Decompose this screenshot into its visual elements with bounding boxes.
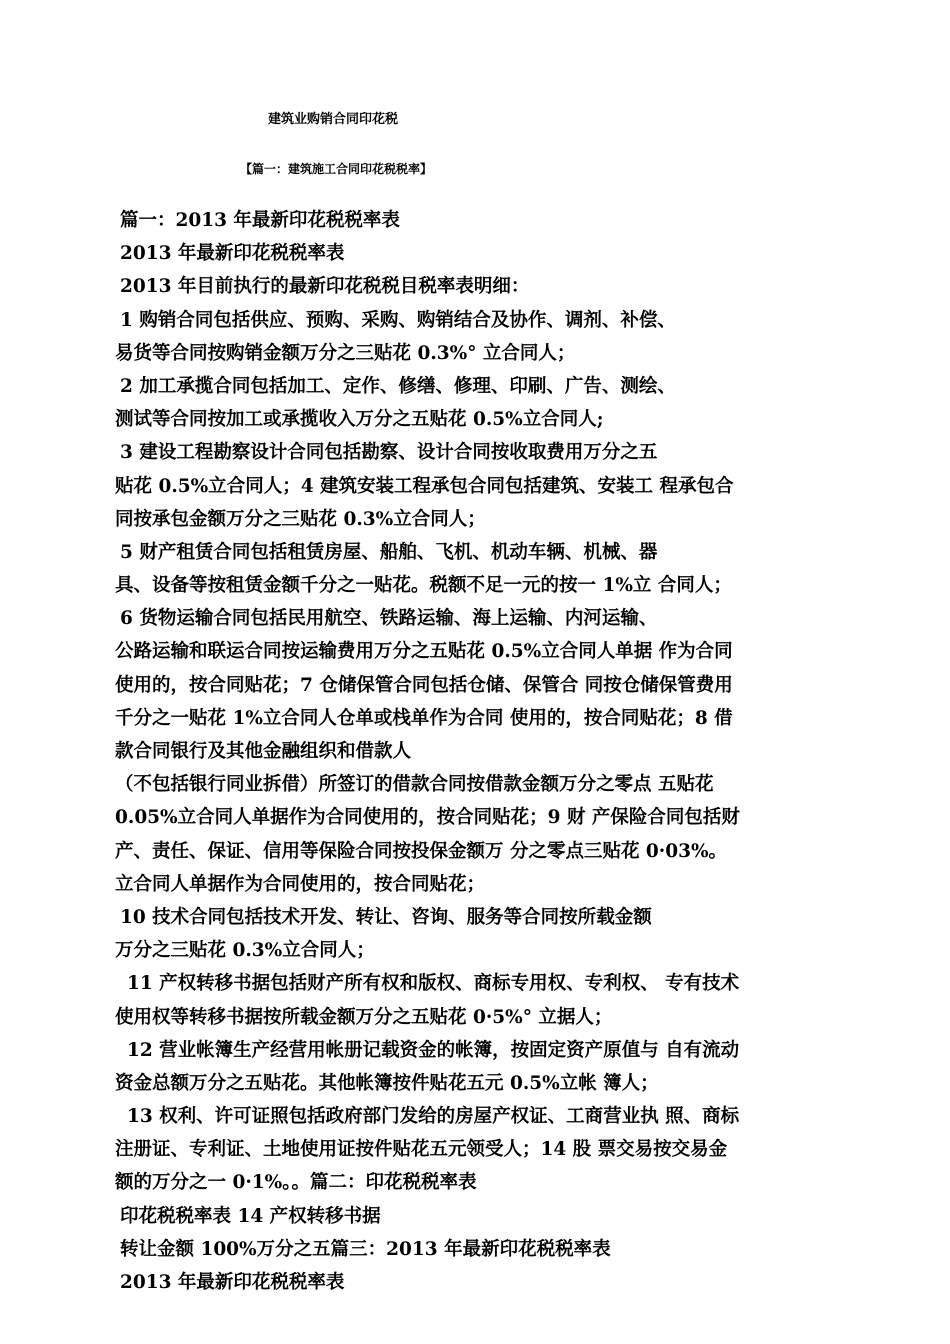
text-line: 3 建设工程勘察设计合同包括勘察、设计合同按收取费用万分之五 bbox=[120, 442, 658, 464]
text-line: 2 加工承揽合同包括加工、定作、修缮、修理、印刷、广告、测绘、 bbox=[120, 375, 676, 397]
text-line: 转让金额 100%万分之五篇三：2013 年最新印花税税率表 bbox=[120, 1238, 611, 1260]
document-subtitle: 【篇一：建筑施工合同印花税税率】 bbox=[240, 162, 433, 176]
text-line: 12 营业帐簿生产经营用帐册记载资金的帐簿，按固定资产原值与 自有流动 bbox=[127, 1039, 740, 1061]
text-line: 10 技术合同包括技术开发、转让、咨询、服务等合同按所载金额 bbox=[120, 906, 652, 928]
text-line: 款合同银行及其他金融组织和借款人 bbox=[115, 741, 412, 762]
text-line: 贴花 0.5%立合同人；4 建筑安装工程承包合同包括建筑、安装工 程承包合 bbox=[115, 475, 734, 497]
text-line: 具、设备等按租赁金额千分之一贴花。税额不足一元的按一 1%立 合同人； bbox=[115, 575, 732, 597]
text-line: 万分之三贴花 0.3%立合同人； bbox=[115, 940, 375, 962]
text-line: 0.05%立合同人单据作为合同使用的，按合同贴花；9 财 产保险合同包括财 bbox=[115, 807, 740, 829]
text-line: 测试等合同按加工或承揽收入万分之五贴花 0.5%立合同人; bbox=[115, 409, 604, 431]
text-line: 额的万分之一 0·1%。。篇二：印花税税率表 bbox=[115, 1172, 477, 1194]
text-line: 印花税税率表 14 产权转移书据 bbox=[120, 1205, 381, 1227]
text-line: 1 购销合同包括供应、预购、采购、购销结合及协作、调剂、补偿、 bbox=[120, 309, 676, 331]
document-title: 建筑业购销合同印花税 bbox=[268, 112, 399, 127]
text-line: 篇一：2013 年最新印花税税率表 bbox=[120, 210, 400, 231]
text-line: 2013 年目前执行的最新印花税税目税率表明细： bbox=[120, 276, 530, 298]
text-line: 使用的，按合同贴花；7 仓储保管合同包括仓储、保管合 同按仓储保管费用 bbox=[115, 674, 733, 696]
text-line: 13 权利、许可证照包括政府部门发给的房屋产权证、工商营业执 照、商标 bbox=[127, 1106, 740, 1128]
text-line: 资金总额万分之五贴花。其他帐簿按件贴花五元 0.5%立帐 簿人； bbox=[115, 1072, 659, 1094]
text-line: 公路运输和联运合同按运输费用万分之五贴花 0.5%立合同人单据 作为合同 bbox=[115, 641, 733, 663]
text-line: 2013 年最新印花税税率表 bbox=[120, 1272, 345, 1293]
text-line: 6 货物运输合同包括民用航空、铁路运输、海上运输、内河运输、 bbox=[120, 608, 658, 630]
text-line: 5 财产租赁合同包括租赁房屋、船舶、飞机、机动车辆、机械、器 bbox=[120, 541, 658, 563]
text-line: 2013 年最新印花税税率表 bbox=[120, 243, 345, 265]
text-line: 同按承包金额万分之三贴花 0.3%立合同人； bbox=[115, 508, 486, 530]
text-line: 易货等合同按购销金额万分之三贴花 0.3%° 立合同人； bbox=[115, 342, 576, 364]
text-line: （不包括银行同业拆借）所签订的借款合同按借款金额万分之零点 五贴花 bbox=[115, 774, 714, 796]
text-line: 产、责任、保证、信用等保险合同按投保金额万 分之零点三贴花 0·03%。 bbox=[115, 840, 728, 862]
text-line: 千分之一贴花 1%立合同人仓单或栈单作为合同 使用的，按合同贴花；8 借 bbox=[115, 707, 733, 729]
text-line: 立合同人单据作为合同使用的，按合同贴花； bbox=[115, 873, 486, 895]
text-line: 使用权等转移书据按所载金额万分之五贴花 0·5%° 立据人； bbox=[115, 1006, 613, 1028]
text-line: 注册证、专利证、土地使用证按件贴花五元领受人；14 股 票交易按交易金 bbox=[115, 1139, 728, 1161]
text-line: 11 产权转移书据包括财产所有权和版权、商标专用权、专利权、 专有技术 bbox=[127, 973, 740, 995]
document-body bbox=[115, 204, 865, 1299]
